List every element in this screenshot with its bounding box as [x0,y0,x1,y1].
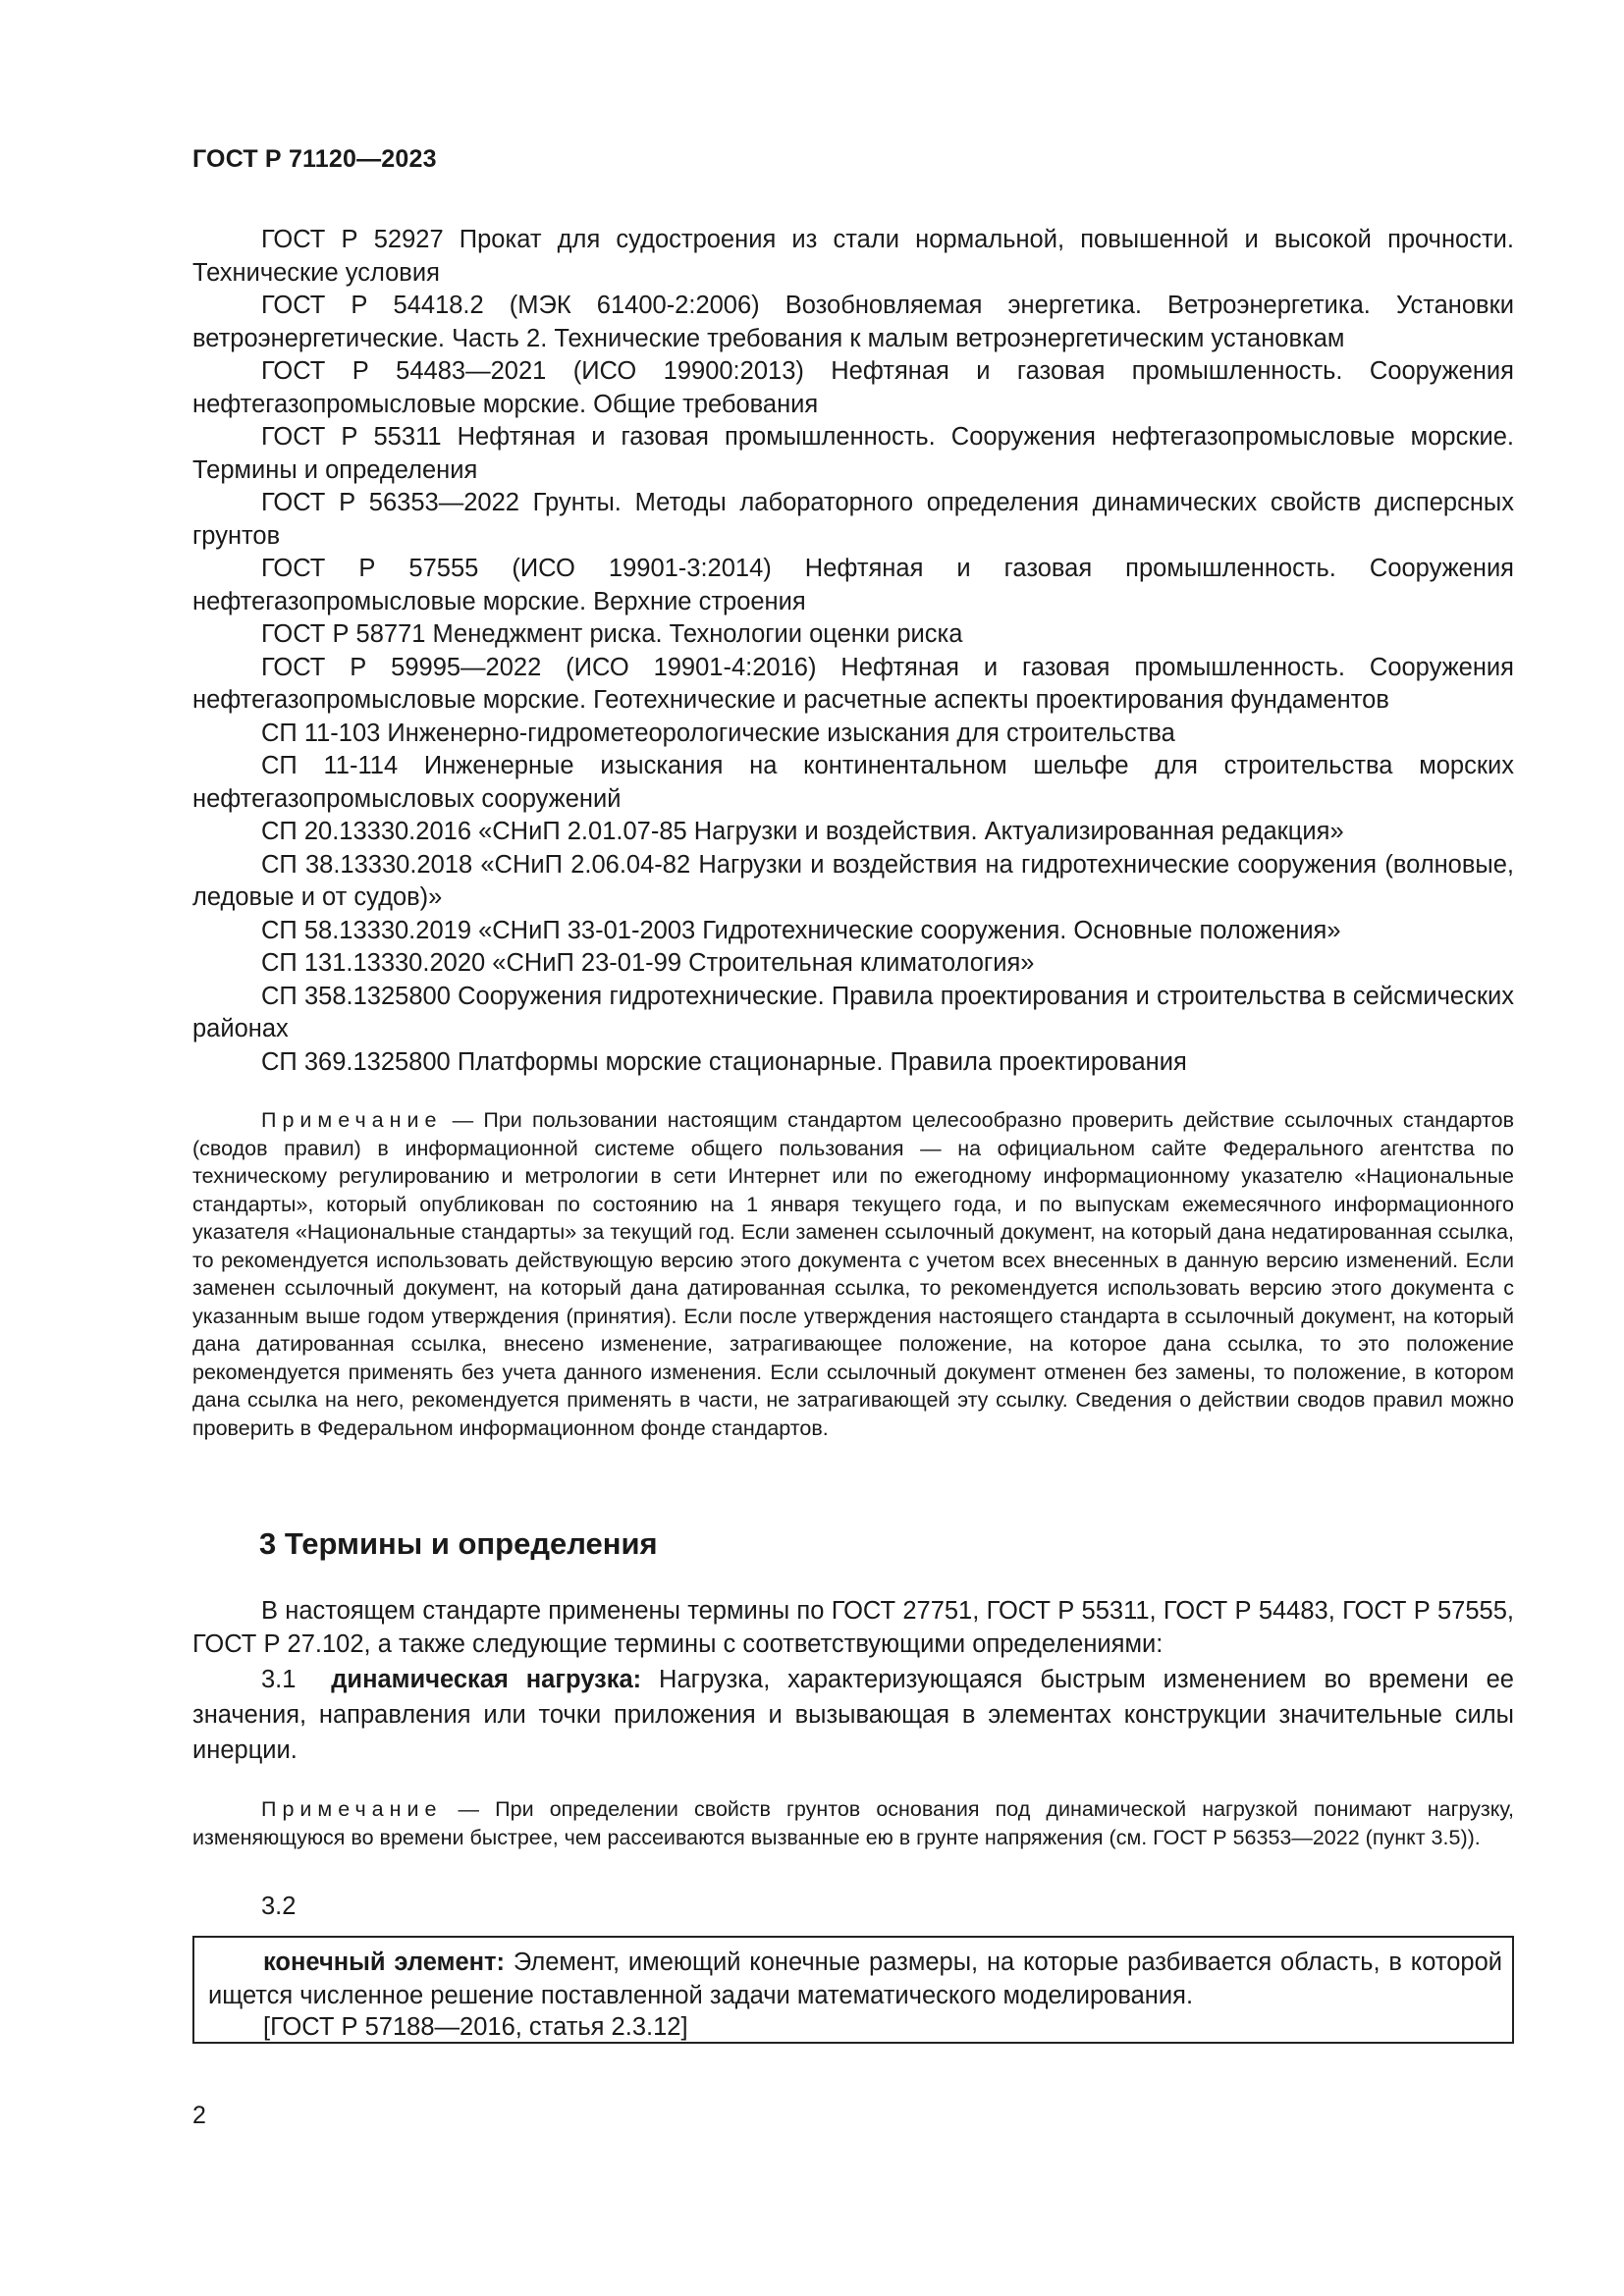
term-entry-3-2 [208,1946,1502,2012]
note-text: — При пользовании настоящим стандартом целесообразно проверить действие ссылочных стандартов (сводов правил) в информационной системе общего пользования — на официальном сайте Федерального агентства по техническому регулированию и метрологии в сети Интернет или по ежегодному информационному указателю «Национальные стандарты», который опубликован по состоянию на 1 января текущего года, и по выпускам ежемесячного информационного указателя «Национальные стандарты» за текущий год. Если заменен ссылочный документ, на который дана недатированная ссылка, то рекомендуется использовать действующую версию этого документа с учетом всех внесенных в данную версию изменений. Если заменен ссылочный документ, на который дана датированная ссылка, то рекомендуется использовать версию этого документа с указанным выше годом утверждения (принятия). Если после утверждения настоящего стандарта в ссылочный документ, на который дана датированная ссылка, внесено изменение, затрагивающее положение, на которое дана ссылка, то это положение рекомендуется применять без учета данного изменения. Если ссылочный документ отменен без замены, то положение, в котором дана ссылка на него, рекомендуется применять в части, не затрагивающей эту ссылку. Сведения о действии сводов правил можно проверить в Федеральном информационном фонде стандартов. [192,1108,1514,1440]
term-definition: Нагрузка, характеризующаяся быстрым изменением во времени ее значения, направления или точки приложения и вызывающая в элементах конструкции значительные силы инерции. [192,1666,1514,1764]
term-note [192,1795,1514,1851]
document-code-header: ГОСТ Р 71120—2023 [192,145,437,173]
reference-item: ГОСТ Р 56353—2022 Грунты. Методы лабораторного определения динамических свойств дисперсных грунтов [192,489,1514,550]
term-definition: Элемент, имеющий конечные размеры, на которые разбивается область, в которой ищется численное решение поставленной задачи математического моделирования. [208,1949,1502,2009]
term-entry-3-1 [192,1662,1514,1768]
term-number-3-2: 3.2 [261,1893,297,1920]
term-entry-3-2-box [192,1936,1514,2044]
reference-item: ГОСТ Р 58771 Менеджмент риска. Технологии оценки риска [261,620,963,648]
page-number: 2 [192,2102,206,2129]
term-name: конечный элемент: [263,1949,506,1976]
reference-item: СП 369.1325800 Платформы морские стационарные. Правила проектирования [261,1047,1187,1076]
note-text: — При определении свойств грунтов основания под динамической нагрузкой понимают нагрузку, изменяющуюся во времени быстрее, чем рассеиваются вызванные ею в грунте напряжения (см. ГОСТ Р 56353—2022 (пункт 3.5)). [192,1797,1514,1849]
reference-item: СП 38.13330.2018 «СНиП 2.06.04-82 Нагрузки и воздействия на гидротехнические сооружения (волновые, ледовые и от судов)» [192,850,1514,911]
reference-item: СП 20.13330.2016 «СНиП 2.01.07-85 Нагрузки и воздействия. Актуализированная редакция» [261,818,1344,845]
reference-item: ГОСТ Р 57555 (ИСО 19901-3:2014) Нефтяная и газовая промышленность. Сооружения нефтегазопромысловые морские. Верхние строения [192,555,1514,615]
reference-item: СП 58.13330.2019 «СНиП 33-01-2003 Гидротехнические сооружения. Основные положения» [261,916,1341,944]
reference-item: СП 358.1325800 Сооружения гидротехнические. Правила проектирования и строительства в сейсмических районах [192,982,1514,1042]
note-label: Примечание [261,1108,443,1132]
references-note [192,1106,1514,1442]
reference-item: ГОСТ Р 54483—2021 (ИСО 19900:2013) Нефтяная и газовая промышленность. Сооружения нефтегазопромысловые морские. Общие требования [192,357,1514,418]
term-source: [ГОСТ Р 57188—2016, статья 2.3.12] [263,2013,688,2041]
term-name: динамическая нагрузка: [331,1666,642,1693]
reference-item: СП 131.13330.2020 «СНиП 23-01-99 Строительная климатология» [261,949,1035,977]
note-label: Примечание [261,1797,443,1821]
reference-item: ГОСТ Р 55311 Нефтяная и газовая промышленность. Сооружения нефтегазопромысловые морские. Термины и определения [192,423,1514,484]
section-intro: В настоящем стандарте применены термины по ГОСТ 27751, ГОСТ Р 55311, ГОСТ Р 54483, ГОСТ Р 57555, ГОСТ Р 27.102, а также следующие термины с соответствующими определениями: [192,1597,1514,1658]
term-number: 3.1 [261,1666,297,1693]
reference-item: СП 11-103 Инженерно-гидрометеорологические изыскания для строительства [261,719,1175,747]
reference-item: ГОСТ Р 59995—2022 (ИСО 19901-4:2016) Нефтяная и газовая промышленность. Сооружения нефтегазопромысловые морские. Геотехнические и расчетные аспекты проектирования фундаментов [192,653,1514,714]
reference-item: СП 11-114 Инженерные изыскания на континентальном шельфе для строительства морских нефтегазопромысловых сооружений [192,752,1514,813]
section-title: 3 Термины и определения [259,1526,658,1561]
reference-item: ГОСТ Р 54418.2 (МЭК 61400-2:2006) Возобновляемая энергетика. Ветроэнергетика. Установки ветроэнергетические. Часть 2. Технические требования к малым ветроэнергетическим установкам [192,292,1514,352]
normative-references-list [192,224,1514,1079]
reference-item: ГОСТ Р 52927 Прокат для судостроения из стали нормальной, повышенной и высокой прочности. Технические условия [192,226,1514,287]
